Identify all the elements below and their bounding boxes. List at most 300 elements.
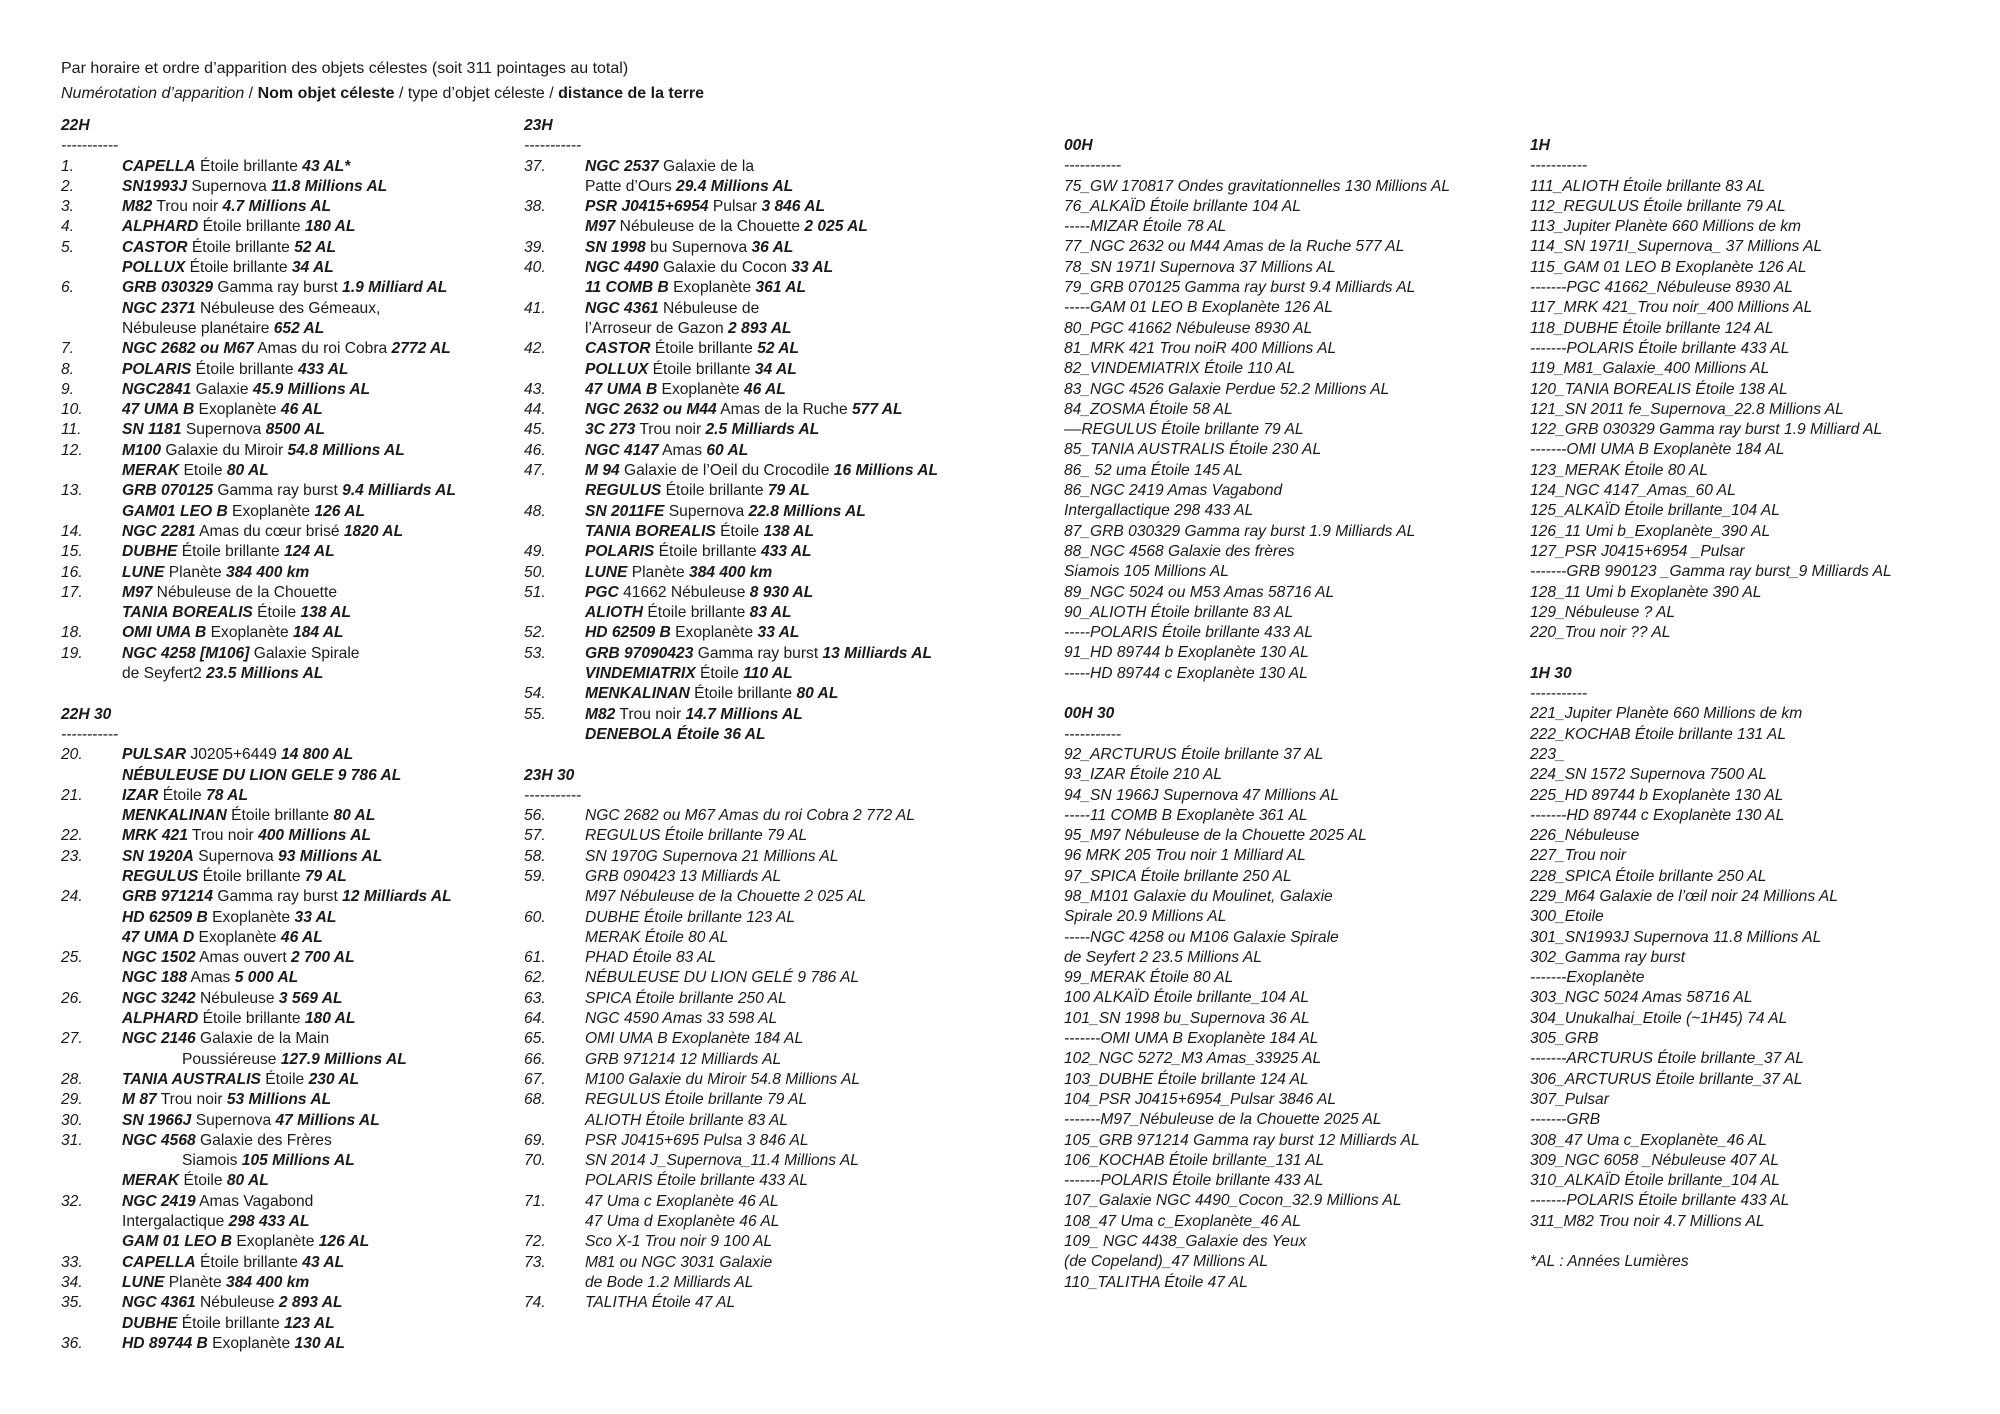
list-item: 96 MRK 205 Trou noir 1 Milliard AL bbox=[1064, 847, 1306, 865]
item-text bbox=[122, 968, 501, 988]
list-item: -----HD 89744 c Exoplanète 130 AL bbox=[1064, 664, 1308, 682]
list-item: 222_KOCHAB Étoile brillante 131 AL bbox=[1530, 725, 1787, 743]
item-text bbox=[122, 786, 501, 806]
item-number: 20. bbox=[61, 746, 83, 764]
list-item bbox=[61, 867, 501, 887]
item-text bbox=[122, 420, 501, 440]
item-name: GRB 030329 bbox=[122, 279, 214, 297]
list-item: 114_SN 1971I_Supernova_ 37 Millions AL bbox=[1530, 238, 1823, 256]
list-item bbox=[524, 420, 994, 440]
item-number bbox=[524, 1111, 585, 1131]
item-text: ALIOTH Étoile brillante 83 AL bbox=[585, 1111, 789, 1129]
item-text: GRB 090423 13 Milliards AL bbox=[585, 867, 782, 885]
list-item: 112_REGULUS Étoile brillante 79 AL bbox=[1530, 197, 1786, 215]
list-item bbox=[524, 725, 994, 745]
item-distance: 14 800 AL bbox=[281, 746, 354, 764]
item-number bbox=[61, 258, 122, 278]
item-number: 51. bbox=[524, 583, 546, 601]
list-item bbox=[524, 1050, 994, 1070]
item-text: OMI UMA B Exoplanète 184 AL bbox=[585, 1030, 804, 1048]
item-text bbox=[122, 1273, 501, 1293]
item-type: Étoile bbox=[179, 1172, 227, 1190]
item-number bbox=[61, 299, 122, 319]
item-number: 2. bbox=[61, 177, 75, 195]
item-number bbox=[524, 603, 585, 623]
list-item bbox=[61, 745, 501, 765]
item-distance: 184 AL bbox=[293, 624, 344, 642]
list-item: 223_ bbox=[1530, 745, 1565, 763]
item-number: 72. bbox=[524, 1233, 546, 1251]
item-name: MRK 421 bbox=[122, 827, 188, 845]
list-item bbox=[524, 481, 994, 501]
list-item bbox=[524, 1293, 994, 1313]
item-type: Étoile bbox=[260, 1070, 309, 1088]
item-text bbox=[122, 887, 501, 907]
item-number: 8. bbox=[61, 360, 75, 378]
item-name: HD 89744 B bbox=[122, 1334, 208, 1352]
list-item: 119_M81_Galaxie_400 Millions AL bbox=[1530, 360, 1770, 378]
section-s2 bbox=[524, 766, 994, 1314]
item-type: Exoplanète bbox=[194, 401, 281, 419]
item-type: Exoplanète bbox=[207, 1334, 295, 1352]
item-name: DUBHE bbox=[122, 1314, 178, 1332]
item-type: l’Arroseur de Gazon bbox=[585, 319, 729, 337]
item-distance: 83 AL bbox=[749, 604, 792, 622]
item-distance: 43 AL* bbox=[302, 157, 351, 175]
item-name: POLARIS bbox=[585, 543, 655, 561]
item-text bbox=[585, 420, 994, 440]
item-text bbox=[122, 1334, 501, 1354]
list-item bbox=[524, 644, 994, 664]
section-s1 bbox=[61, 116, 501, 684]
item-text bbox=[585, 644, 994, 664]
item-name: M97 bbox=[122, 583, 153, 601]
item-text bbox=[122, 1212, 501, 1232]
item-type: Pulsar bbox=[708, 198, 762, 216]
item-distance: 230 AL bbox=[308, 1070, 360, 1088]
item-distance: 1820 AL bbox=[343, 522, 404, 540]
item-number: 10. bbox=[61, 401, 83, 419]
item-type: Galaxie des Frères bbox=[195, 1131, 332, 1149]
item-text: M81 ou NGC 3031 Galaxie bbox=[585, 1253, 773, 1271]
list-item bbox=[524, 684, 994, 704]
item-type: Intergalactique bbox=[122, 1213, 229, 1231]
item-type: Nébuleuse de la Chouette bbox=[152, 583, 338, 601]
list-item: 92_ARCTURUS Étoile brillante 37 AL bbox=[1064, 745, 1324, 763]
item-type: Nébuleuse bbox=[195, 989, 279, 1007]
item-number: 67. bbox=[524, 1070, 546, 1088]
item-text bbox=[585, 705, 994, 725]
list-item: 226_Nébuleuse bbox=[1530, 827, 1640, 845]
item-text bbox=[585, 684, 994, 704]
item-number: 1. bbox=[61, 157, 75, 175]
item-text bbox=[585, 542, 994, 562]
legend-distance: distance de la terre bbox=[558, 85, 704, 102]
item-text bbox=[122, 1232, 501, 1252]
list-item bbox=[524, 360, 994, 380]
list-item bbox=[524, 826, 994, 846]
list-item bbox=[524, 1253, 994, 1273]
item-name: GRB 971214 bbox=[122, 888, 214, 906]
item-distance: 298 433 AL bbox=[228, 1213, 310, 1231]
item-name: DUBHE bbox=[122, 543, 178, 561]
list-item bbox=[524, 238, 994, 258]
item-number: 39. bbox=[524, 238, 546, 256]
item-text bbox=[122, 1151, 501, 1171]
item-number: 28. bbox=[61, 1070, 83, 1088]
item-type: Galaxie de la Main bbox=[195, 1030, 330, 1048]
item-type: Nébuleuse de bbox=[658, 299, 760, 317]
list-item bbox=[524, 968, 994, 988]
item-distance: 33 AL bbox=[757, 624, 800, 642]
list-item bbox=[61, 1070, 501, 1090]
legend-type: / type d’objet céleste / bbox=[394, 85, 559, 102]
item-text bbox=[122, 278, 501, 298]
item-number: 33. bbox=[61, 1253, 83, 1271]
item-name: LUNE bbox=[585, 563, 628, 581]
item-name: PSR J0415+6954 bbox=[585, 198, 709, 216]
item-number bbox=[61, 1232, 122, 1252]
item-name: TANIA AUSTRALIS bbox=[122, 1070, 261, 1088]
item-distance: 34 AL bbox=[754, 360, 797, 378]
legend-sep: / bbox=[244, 85, 258, 102]
list-item: 79_GRB 070125 Gamma ray burst 9.4 Milliards AL bbox=[1064, 279, 1416, 297]
list-item bbox=[524, 157, 994, 177]
section-dashes: ----------- bbox=[1064, 725, 1122, 743]
list-item: 94_SN 1966J Supernova 47 Millions AL bbox=[1064, 786, 1340, 804]
item-type: Planète bbox=[164, 1273, 227, 1291]
item-text: TALITHA Étoile 47 AL bbox=[585, 1294, 736, 1312]
item-distance: 123 AL bbox=[284, 1314, 335, 1332]
item-number bbox=[524, 278, 585, 298]
item-text bbox=[585, 481, 994, 501]
list-item bbox=[524, 1171, 994, 1191]
list-item bbox=[524, 563, 994, 583]
list-item: de Seyfert 2 23.5 Millions AL bbox=[1064, 948, 1262, 966]
item-name: POLARIS bbox=[122, 360, 192, 378]
item-name: TANIA BOREALIS bbox=[585, 522, 716, 540]
item-distance: 11.8 Millions AL bbox=[271, 177, 388, 195]
item-text bbox=[585, 278, 994, 298]
list-item: 76_ALKAÏD Étoile brillante 104 AL bbox=[1064, 197, 1301, 215]
item-distance: 3 569 AL bbox=[278, 989, 343, 1007]
item-name: OMI UMA B bbox=[122, 624, 207, 642]
item-text bbox=[122, 1192, 501, 1212]
item-name: M97 bbox=[585, 218, 616, 236]
item-text bbox=[585, 299, 994, 319]
item-distance: 79 AL bbox=[767, 482, 810, 500]
item-number: 26. bbox=[61, 989, 83, 1007]
list-item: 78_SN 1971I Supernova 37 Millions AL bbox=[1064, 258, 1336, 276]
list-item: 87_GRB 030329 Gamma ray burst 1.9 Milliards AL bbox=[1064, 522, 1416, 540]
list-item: 228_SPICA Étoile brillante 250 AL bbox=[1530, 867, 1767, 885]
item-text bbox=[585, 461, 994, 481]
item-text bbox=[122, 1111, 501, 1131]
item-text: NÉBULEUSE DU LION GELÉ 9 786 AL bbox=[585, 969, 860, 987]
list-item bbox=[524, 908, 994, 928]
item-type: Étoile bbox=[695, 665, 744, 683]
list-item: 122_GRB 030329 Gamma ray burst 1.9 Milliard AL bbox=[1530, 421, 1883, 439]
item-distance: 9.4 Milliards AL bbox=[342, 482, 456, 500]
list-item bbox=[61, 1050, 501, 1070]
item-name: CASTOR bbox=[122, 238, 188, 256]
item-number: 58. bbox=[524, 847, 546, 865]
list-item bbox=[61, 278, 501, 298]
item-distance: 80 AL bbox=[796, 685, 839, 703]
item-number bbox=[524, 319, 585, 339]
item-name: NGC 4568 bbox=[122, 1131, 196, 1149]
section-title: 23H 30 bbox=[524, 766, 575, 784]
legend-number: Numérotation d’apparition bbox=[61, 85, 245, 102]
item-number: 54. bbox=[524, 685, 546, 703]
item-number bbox=[524, 360, 585, 380]
item-distance: 4.7 Millions AL bbox=[222, 198, 332, 216]
list-item bbox=[524, 1111, 994, 1131]
item-number: 21. bbox=[61, 786, 83, 804]
list-item bbox=[524, 1009, 994, 1029]
list-item: 123_MERAK Étoile 80 AL bbox=[1530, 461, 1708, 479]
list-item bbox=[524, 461, 994, 481]
item-text: SN 1970G Supernova 21 Millions AL bbox=[585, 847, 839, 865]
item-text bbox=[122, 400, 501, 420]
item-name: NGC 4490 bbox=[585, 259, 659, 277]
list-item: -------ARCTURUS Étoile brillante_37 AL bbox=[1530, 1050, 1805, 1068]
item-type: Étoile brillante bbox=[198, 218, 305, 236]
item-type: Amas bbox=[187, 969, 235, 987]
item-type: Exoplanète bbox=[670, 624, 758, 642]
item-distance: 138 AL bbox=[763, 522, 815, 540]
item-text bbox=[122, 644, 501, 664]
list-item: -------M97_Nébuleuse de la Chouette 2025 AL bbox=[1064, 1111, 1382, 1129]
item-type: Patte d’Ours bbox=[585, 177, 677, 195]
list-item bbox=[61, 664, 501, 684]
item-type: Étoile brillante bbox=[191, 360, 298, 378]
item-number: 9. bbox=[61, 380, 75, 398]
intro bbox=[61, 56, 704, 106]
list-item bbox=[61, 1151, 501, 1171]
item-text: de Bode 1.2 Milliards AL bbox=[585, 1273, 754, 1291]
item-type: Étoile brillante bbox=[661, 482, 768, 500]
section-s2 bbox=[1530, 664, 1990, 1273]
list-item: -------PGC 41662_Nébuleuse 8930 AL bbox=[1530, 279, 1793, 297]
item-number bbox=[61, 766, 122, 786]
list-item bbox=[61, 217, 501, 237]
item-text bbox=[122, 826, 501, 846]
item-number: 25. bbox=[61, 949, 83, 967]
list-item bbox=[61, 400, 501, 420]
item-text: PHAD Étoile 83 AL bbox=[585, 949, 717, 967]
item-text: 47 Uma c Exoplanète 46 AL bbox=[585, 1192, 779, 1210]
item-number bbox=[61, 461, 122, 481]
list-item bbox=[61, 177, 501, 197]
item-distance: 22.8 Millions AL bbox=[748, 502, 866, 520]
list-item: 302_Gamma ray burst bbox=[1530, 948, 1686, 966]
item-text bbox=[122, 1070, 501, 1090]
item-text bbox=[122, 1131, 501, 1151]
item-text: REGULUS Étoile brillante 79 AL bbox=[585, 827, 808, 845]
item-distance: 12 Milliards AL bbox=[342, 888, 452, 906]
list-item: -----NGC 4258 ou M106 Galaxie Spirale bbox=[1064, 928, 1339, 946]
list-item bbox=[61, 1314, 501, 1334]
item-number: 13. bbox=[61, 482, 83, 500]
item-name: M 87 bbox=[122, 1091, 157, 1109]
item-text bbox=[585, 400, 994, 420]
item-number bbox=[524, 928, 585, 948]
list-item: 77_NGC 2632 ou M44 Amas de la Ruche 577 AL bbox=[1064, 238, 1405, 256]
item-text bbox=[585, 217, 994, 237]
item-text bbox=[585, 177, 994, 197]
item-text bbox=[122, 1171, 501, 1191]
item-number bbox=[61, 806, 122, 826]
item-number bbox=[61, 664, 122, 684]
list-item bbox=[61, 1090, 501, 1110]
item-text bbox=[122, 867, 501, 887]
list-item bbox=[524, 1232, 994, 1252]
list-item: 306_ARCTURUS Étoile brillante_37 AL bbox=[1530, 1070, 1803, 1088]
list-item: 106_KOCHAB Étoile brillante_131 AL bbox=[1064, 1151, 1325, 1169]
item-distance: 52 AL bbox=[757, 340, 800, 358]
list-item: Spirale 20.9 Millions AL bbox=[1064, 908, 1227, 926]
item-number bbox=[61, 928, 122, 948]
list-item bbox=[524, 299, 994, 319]
list-item bbox=[61, 928, 501, 948]
item-number: 50. bbox=[524, 563, 546, 581]
item-type: Galaxie Spirale bbox=[249, 644, 360, 662]
item-type: Étoile brillante bbox=[226, 807, 334, 825]
item-distance: 5 000 AL bbox=[234, 969, 299, 987]
list-item bbox=[61, 481, 501, 501]
list-item: 311_M82 Trou noir 4.7 Millions AL bbox=[1530, 1212, 1765, 1230]
item-type: Amas bbox=[658, 441, 707, 459]
list-item bbox=[524, 441, 994, 461]
list-item bbox=[61, 1253, 501, 1273]
item-text bbox=[122, 157, 501, 177]
item-number bbox=[524, 217, 585, 237]
list-item: 97_SPICA Étoile brillante 250 AL bbox=[1064, 867, 1292, 885]
item-name: MENKALINAN bbox=[122, 807, 227, 825]
item-number: 30. bbox=[61, 1111, 83, 1129]
item-number bbox=[524, 177, 585, 197]
item-type: Exoplanète bbox=[232, 1233, 319, 1251]
section-title: 22H bbox=[61, 117, 90, 134]
list-item: 118_DUBHE Étoile brillante 124 AL bbox=[1530, 319, 1774, 337]
item-name: NGC 2682 ou M67 bbox=[122, 340, 254, 358]
item-distance: 60 AL bbox=[706, 441, 749, 459]
item-text bbox=[122, 542, 501, 562]
list-item bbox=[61, 1334, 501, 1354]
item-name: MENKALINAN bbox=[585, 685, 690, 703]
item-text: REGULUS Étoile brillante 79 AL bbox=[585, 1091, 808, 1109]
item-name: SN1993J bbox=[122, 177, 188, 195]
item-text: PSR J0415+695 Pulsa 3 846 AL bbox=[585, 1131, 809, 1149]
item-number: 43. bbox=[524, 380, 546, 398]
item-name: CAPELLA bbox=[122, 157, 196, 175]
item-text: M97 Nébuleuse de la Chouette 2 025 AL bbox=[585, 888, 867, 906]
item-number bbox=[61, 1314, 122, 1334]
list-item bbox=[524, 400, 994, 420]
list-item bbox=[524, 887, 994, 907]
item-text: POLARIS Étoile brillante 433 AL bbox=[585, 1172, 809, 1190]
list-item bbox=[524, 989, 994, 1009]
item-type: Trou noir bbox=[187, 827, 259, 845]
list-item: (de Copeland)_47 Millions AL bbox=[1064, 1253, 1268, 1271]
list-item bbox=[61, 968, 501, 988]
item-text bbox=[122, 806, 501, 826]
item-name: SN 1181 bbox=[122, 421, 182, 439]
item-type: Étoile brillante bbox=[198, 867, 305, 885]
section-title: 23H bbox=[524, 117, 553, 134]
list-item: 300_Etoile bbox=[1530, 908, 1604, 926]
list-item bbox=[61, 420, 501, 440]
item-distance: 126 AL bbox=[314, 502, 365, 520]
item-number: 36. bbox=[61, 1334, 83, 1352]
item-type: Exoplanète bbox=[206, 624, 294, 642]
intro-line-1: Par horaire et ordre d’apparition des objets célestes (soit 311 pointages au total) bbox=[61, 60, 629, 77]
item-text bbox=[122, 928, 501, 948]
list-item bbox=[61, 542, 501, 562]
list-item bbox=[61, 238, 501, 258]
item-number: 65. bbox=[524, 1030, 546, 1048]
item-distance: 361 AL bbox=[755, 279, 807, 297]
list-item bbox=[61, 908, 501, 928]
list-item bbox=[61, 299, 501, 319]
list-item: 304_Unukalhai_Etoile (~1H45) 74 AL bbox=[1530, 1009, 1788, 1027]
item-number: 17. bbox=[61, 583, 83, 601]
list-item bbox=[524, 197, 994, 217]
item-type: Étoile bbox=[158, 786, 207, 804]
list-item: -------GRB bbox=[1530, 1111, 1601, 1129]
item-type: Trou noir bbox=[635, 421, 706, 439]
list-item bbox=[61, 644, 501, 664]
item-text bbox=[585, 563, 994, 583]
item-number: 53. bbox=[524, 644, 546, 662]
list-item bbox=[524, 1192, 994, 1212]
item-distance: 652 AL bbox=[273, 319, 325, 337]
item-type: Gamma ray burst bbox=[213, 482, 343, 500]
list-item: -------OMI UMA B Exoplanète 184 AL bbox=[1530, 441, 1785, 459]
item-number: 70. bbox=[524, 1152, 546, 1170]
item-distance: 110 AL bbox=[743, 665, 793, 683]
item-distance: 180 AL bbox=[304, 218, 356, 236]
item-text bbox=[585, 319, 994, 339]
list-item bbox=[61, 887, 501, 907]
item-number: 48. bbox=[524, 502, 546, 520]
item-text bbox=[122, 197, 501, 217]
item-distance: 138 AL bbox=[300, 604, 352, 622]
item-number: 19. bbox=[61, 644, 83, 662]
list-item bbox=[524, 948, 994, 968]
item-name: NGC 4361 bbox=[585, 299, 659, 317]
item-text bbox=[122, 1029, 501, 1049]
item-number: 57. bbox=[524, 827, 546, 845]
item-text: NGC 4590 Amas 33 598 AL bbox=[585, 1010, 778, 1028]
section-title: 1H bbox=[1530, 137, 1550, 154]
list-item: 98_M101 Galaxie du Moulinet, Galaxie bbox=[1064, 887, 1333, 905]
section-s1 bbox=[1064, 136, 1504, 684]
item-distance: 577 AL bbox=[851, 401, 903, 419]
item-type: Galaxie bbox=[191, 380, 253, 398]
item-name: NGC 3242 bbox=[122, 989, 196, 1007]
item-text: 47 Uma d Exoplanète 46 AL bbox=[585, 1213, 780, 1231]
item-name: NGC 1502 bbox=[122, 949, 196, 967]
item-type: Trou noir bbox=[156, 1091, 227, 1109]
item-name: 3C 273 bbox=[585, 421, 636, 439]
item-number: 63. bbox=[524, 989, 546, 1007]
item-type: Amas Vagabond bbox=[195, 1192, 314, 1210]
item-number bbox=[524, 522, 585, 542]
list-item bbox=[524, 1131, 994, 1151]
list-item: 309_NGC 6058 _Nébuleuse 407 AL bbox=[1530, 1151, 1780, 1169]
